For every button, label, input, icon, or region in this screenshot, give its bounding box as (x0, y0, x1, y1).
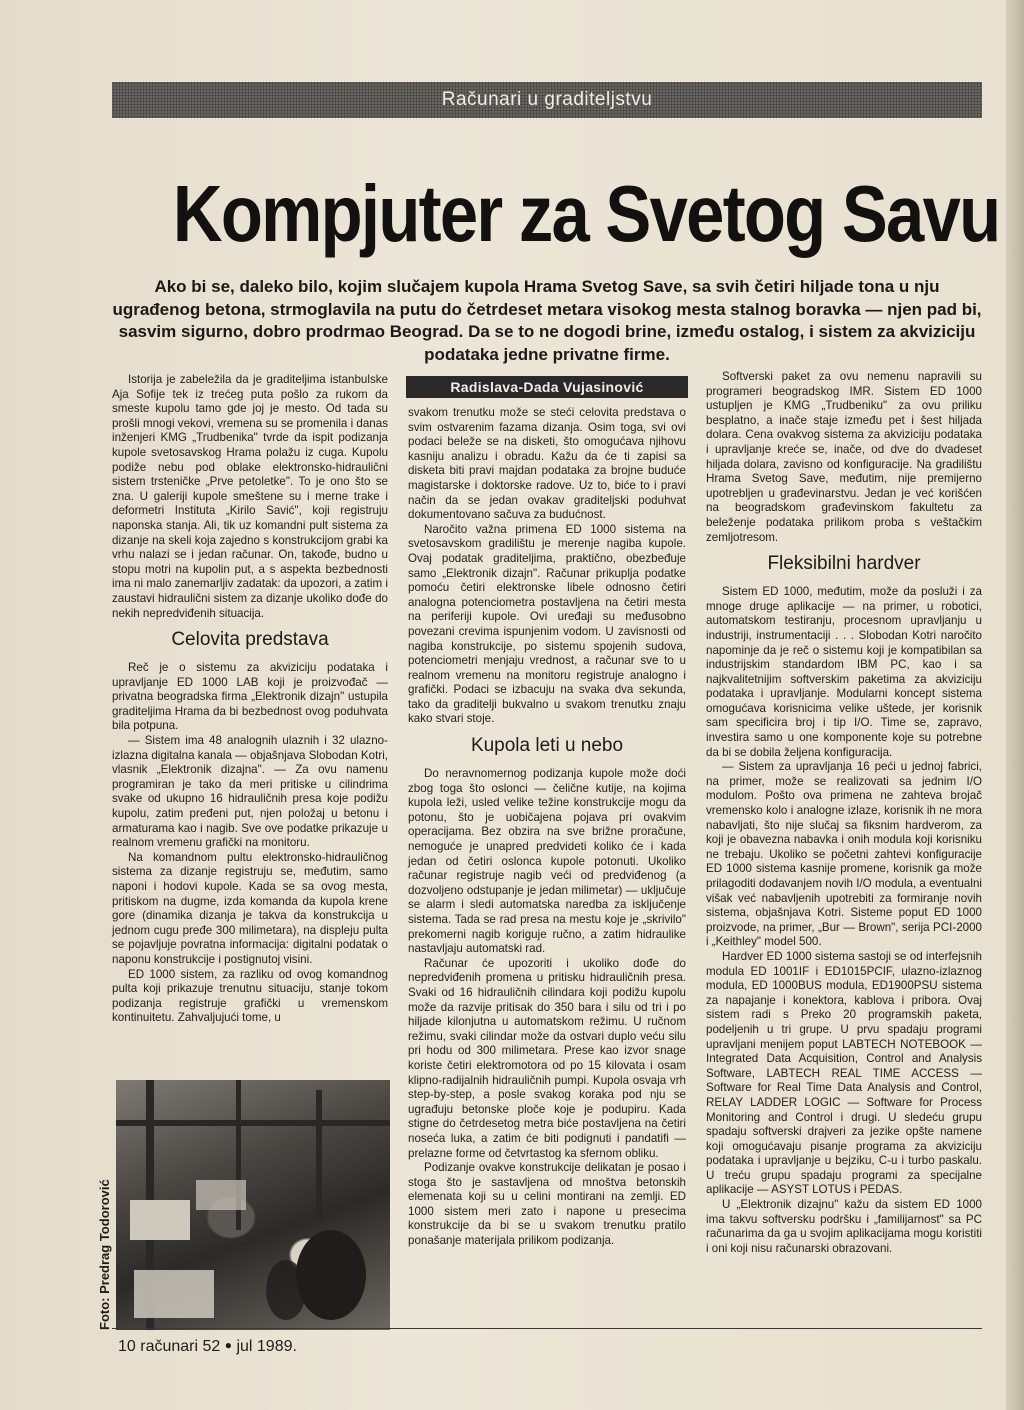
author-name: Radislava-Dada Vujasinović (450, 379, 644, 395)
article-headline: Kompjuter za Svetog Savu (172, 169, 1000, 258)
article-lead: Ako bi se, daleko bilo, kojim slučajem kupola Hrama Svetog Save, sa svih četiri hiljade tona u nju ugrađenog betona, strmoglavila na putu do četrdeset metara visokog mesta stalnog boravka — njen pad bi, sasvim sigurno, dobro prodrmao Beograd. Da se to ne dogodi brine, između ostalog, i sistem za akviziciju podataka jedne privatne firme. (112, 277, 982, 364)
paragraph: Do neravnomernog podizanja kupole može doći zbog toga što oslonci — čelične kutije, na kojima kupola leži, usled velike težine konstrukcije mogu da potonu, što je uobičajena pojava pri ovakvim operacijama. Bez obzira na sve brižne proračune, nemoguće je unapred predvideti koliko će i kada jedan od četiri oslonca kupole potonuti. Ukoliko računar registruje nagib veći od predviđenog (a dozvoljeno odstupanje je jedan milimetar) — uključuje se alarm i sledi automatska naredba za isključenje sistema. Tada se rad presa na mestu koje je „skrivilo" prekomerni nagib koriguje ručno, a zatim hidraulike nastavljaju automatski rad. (408, 767, 686, 956)
paragraph: Istorija je zabeležila da je graditeljima istanbulske Aja Sofije tek iz trećeg puta pošlo za rukom da smeste kupolu tamo gde joj je mesto. Od tada su prošli mnogi vekovi, vremena su se promenila i danas inženjeri KMG „Trudbenika" tvrde da ispit podizanja kupole svetosavskog Hrama polažu iz cuga. Kupolu podiže nebu pod oblake elektronsko-hidraulični sistem trsteničke „Prve petoletke". To je ono što se zna. U galeriji kupole smeštene su i merne trake i deformetri Instituta „Kirilo Savić", koji registruju naponska stanja. Ali, tik uz komandni pult sistema za dizanje na skeli koja zajedno s konstrukcijom grabi ka vrhu nalazi se i jedan računar. On, takođe, budno u stopu motri na kupolin put, a s aspekta bezbednosti ima ni malo zanemarljiv zadatak: da upozori, a zatim i zaustavi hidraulični sistem za dizanje ukoliko dođe do nekih nepredviđenih situacija. (112, 373, 388, 620)
author-byline (406, 376, 688, 398)
page-number: 10 (118, 1338, 136, 1355)
paragraph: — Sistem za upravljanja 16 peći u jednoj fabrici, na primer, može se realizovati sa jednim I/O modulom. Pošto ova primena ne zahteva brojač vremensko kolo i analogne izlaze, korisnik ih ne mora nabavljati, što nije slučaj sa fiksnim hardverom, za koji je obavezna nabavka i onih modula koji korisniku ne trebaju. Ukoliko se početni zahtevi konfiguracije ED 1000 sistema kasnije promene, korisnik ga može prilagoditi dodavanjem novih I/O modula, a eventualni višak već nabavljenih upotrebiti za formiranje novih sistema, objašnjava Kotri. Sisteme poput ED 1000 proizvode, na primer, „Bur — Brown", serija PCI-2000 i „Keithley" model 500. (706, 760, 982, 949)
paragraph: — Sistem ima 48 analognih ulaznih i 32 ulazno-izlazna digitalna kanala — objašnjava Slobodan Kotri, vlasnik „Elektronik dizajna". — Za ovu namenu programiran je tako da meri pritiske u cilindrima svake od ukupno 16 hidrauličnih presa koje podižu kupolu, zatim pređeni put, njen položaj u betonu i armaturama kao i nagib. Sve ove podatke prikazuje u realnom vremenu grafički na monitoru. (112, 734, 388, 850)
article-column-3 (706, 370, 982, 1256)
paragraph: Reč je o sistemu za akviziciju podataka i upravljanje ED 1000 LAB koji je proizvođač — privatna beogradska firma „Elektronik dizajn" ustupila graditeljima Hrama da bi bezbednost ovog poduhvata bila potpuna. (112, 661, 388, 733)
paragraph: Sistem ED 1000, međutim, može da posluži i za mnoge druge aplikacije — na primer, u robotici, automatskom testiranju, procesnom upravljanju u industriji, instrumentaciji . . . Slobodan Kotri naročito napominje da je reč o sistemu koji je kompatibilan sa industrijskim standardom IBM PC, kao i sa najkvalitetnijim softverskim paketima za akviziciju podataka i upravljanje. Modularni koncept sistema omogućava korisnicima velike uštede, jer korisnik sam specificira broj i tip I/O. Time se, zapravo, investira samo u one komponente koje su potrebne da bi se dobila željena konfiguracija. (706, 585, 982, 759)
subheading-kupola-leti-u-nebo: Kupola leti u nebo (470, 735, 624, 757)
paragraph: svakom trenutku može se steći celovita predstava o svim ostvarenim fazama dizanja. Osim toga, svi ovi podaci beleže se na disketi, što omogućava njihovu kasniju analizu i obradu. Kažu da će ti zapisi sa disketa biti pravi majdan podataka za brojne buduće magistarske i doktorske radove. Uz to, biće to i pravi način da se jedan ovakav graditeljski poduhvat dokumentovano sačuva za budućnost. (408, 406, 686, 522)
paragraph: Računar će upozoriti i ukoliko dođe do nepredviđenih promena u pritisku hidrauličnih presa. Svaki od 16 hidrauličnih cilindara koji podižu kupolu može da razvije pritisak do 350 bara i silu od tri i po hiljade kilonjutna u automatskom režimu. U ručnom režimu, svaki cilindar može da ostvari duplo veću silu pri hodu od 300 milimetara. Prese kao izvor snage koriste četiri elektromotora od po 15 kilovata i osam klipno-radijalnih hidrauličnih pumpi. Kupola osvaja vrh step-by-step, a posle svakog koraka pod nju se ugrađuju betonske ploče koje je podupiru. Kada stigne do četrdesetog metra biće postavljena na četiri noseća luka, a zatim će biti podignuti i pandatifi — prelazne forme od četvrtastog ka sfernom obliku. (408, 956, 686, 1160)
page-footer (118, 1338, 297, 1356)
footer-rule (112, 1328, 982, 1329)
section-title: Računari u graditeljstvu (441, 89, 653, 110)
paragraph: Na komandnom pultu elektronsko-hidrauličnog sistema za dizanje registruju se, međutim, samo naponi i hodovi kupole. Kada se sa ovog mesta, pritiskom na dugme, izda komanda da kupola krene gore (dinamika dizanja je takva da konstrukcija u jednom cugu pređe 300 milimetara), na displeju pulta se pojavljuje povratna informacija: digitalni podatak o naponu konstrukcije i postignutoj visini. (112, 850, 388, 966)
paragraph: ED 1000 sistem, za razliku od ovog komandnog pulta koji prikazuje trenutnu situaciju, stanje tokom podizanja registruje grafički u vremenskom kontinuitetu. Zahvaljujući tome, u (112, 967, 388, 1025)
paragraph: Softverski paket za ovu nemenu napravili su programeri beogradskog IMR. Sistem ED 1000 ustupljen je KMG „Trudbeniku" za ovu priliku besplatno, a inače staje između pet i šest hiljada dolara. Cena ovakvog sistema za akviziciju podataka i upravljanje kreće se, inače, od dve do dvadeset hiljada dolara, zavisno od konfiguracije. Na gradilištu Hrama Svetog Save, međutim, nije premijerno upotrebljen u građevinarstvu. Jedan je već korišćen na beogradskom građevinskom fakultetu za beleženje podataka prilikom proba s veštačkim zemljotresom. (706, 370, 982, 544)
bullet-icon: ● (224, 1338, 232, 1352)
subheading-fleksibilni-hardver: Fleksibilni hardver (767, 553, 921, 575)
issue-date: jul 1989. (236, 1338, 297, 1355)
subheading-celovita-predstava: Celovita predstava (171, 629, 329, 651)
magazine-issue: računari 52 (140, 1338, 221, 1355)
paragraph: Hardver ED 1000 sistema sastoji se od interfejsnih modula ED 1001IF i ED1015PCIF, ulazno-izlaznog modula, ED 1000BUS modula, ED1900PSU sistema za napajanje i konektora, kablova i pribora. Ovaj sistem radi s Preko 20 programskih paketa, podeljenih u tri grupe. U prvu spadaju programi upravljani menijem poput LABTECH NOTEBOOK — Integrated Data Acquisition, Control and Analysis Software, LABTECH REAL TIME ACCESS — Software for Real Time Data Analysis and Control, RELAY LADDER LOGIC — Software for Process Monitoring and Control i drugi. U sledeću grupu spadaju softverski drajveri za jezike opšte namene koji omogućavaju pisanje programa za akviziciju podataka i upravljanje u bejziku, C-u i turbo paskalu. U treću grupu spadaju programi za specijalne aplikacije — ASYST LOTUS i PEDAS. (706, 949, 982, 1197)
article-photo (116, 1080, 390, 1330)
paragraph: U „Elektronik dizajnu" kažu da sistem ED 1000 ima takvu softversku podršku i „familijarnost" sa PC računarima da ga u svojim aplikacijama mogu koristiti i oni koji nisu računarski obrazovani. (706, 1198, 982, 1255)
photo-credit: Foto: Predrag Todorović (97, 1179, 112, 1330)
paragraph: Naročito važna primena ED 1000 sistema na svetosavskom gradilištu je merenje nagiba kupole. Ovaj podatak graditeljima, praktično, obezbeđuje samo „Elektronik dizajn". Računar prikuplja podatke pomoću četiri elektronske libele odnosno četiri analogna potenciometra postavljena na četiri mesta na periferiji kupole. Ovi uređaji su međusobno povezani crevima ispunjenim vodom. U zavisnosti od nagiba konstrukcije, po sistemu spojenih sudova, potenciometri menjaju vrednost, a računar sve to u realnom vremenu na monitoru registruje analogno i grafički. Podaci se izbacuju na svaka dva sekunda, tako da graditelji bukvalno u svakom trenutku znaju kako stvari stoje. (408, 522, 686, 726)
article-column-1 (112, 373, 388, 1026)
scan-edge (1006, 0, 1024, 1410)
article-column-2 (408, 406, 686, 1249)
section-header-bar (112, 82, 982, 118)
paragraph: Podizanje ovakve konstrukcije delikatan je posao i stoga što je sastavljena od mnoštva betonskih elemenata koji su u celini montirani na zemlji. ED 1000 sistem meri zato i napone u presecima konstrukcije da bi se u svakom trenutku pratilo ponašanje materijala prilikom podizanja. (408, 1161, 686, 1248)
